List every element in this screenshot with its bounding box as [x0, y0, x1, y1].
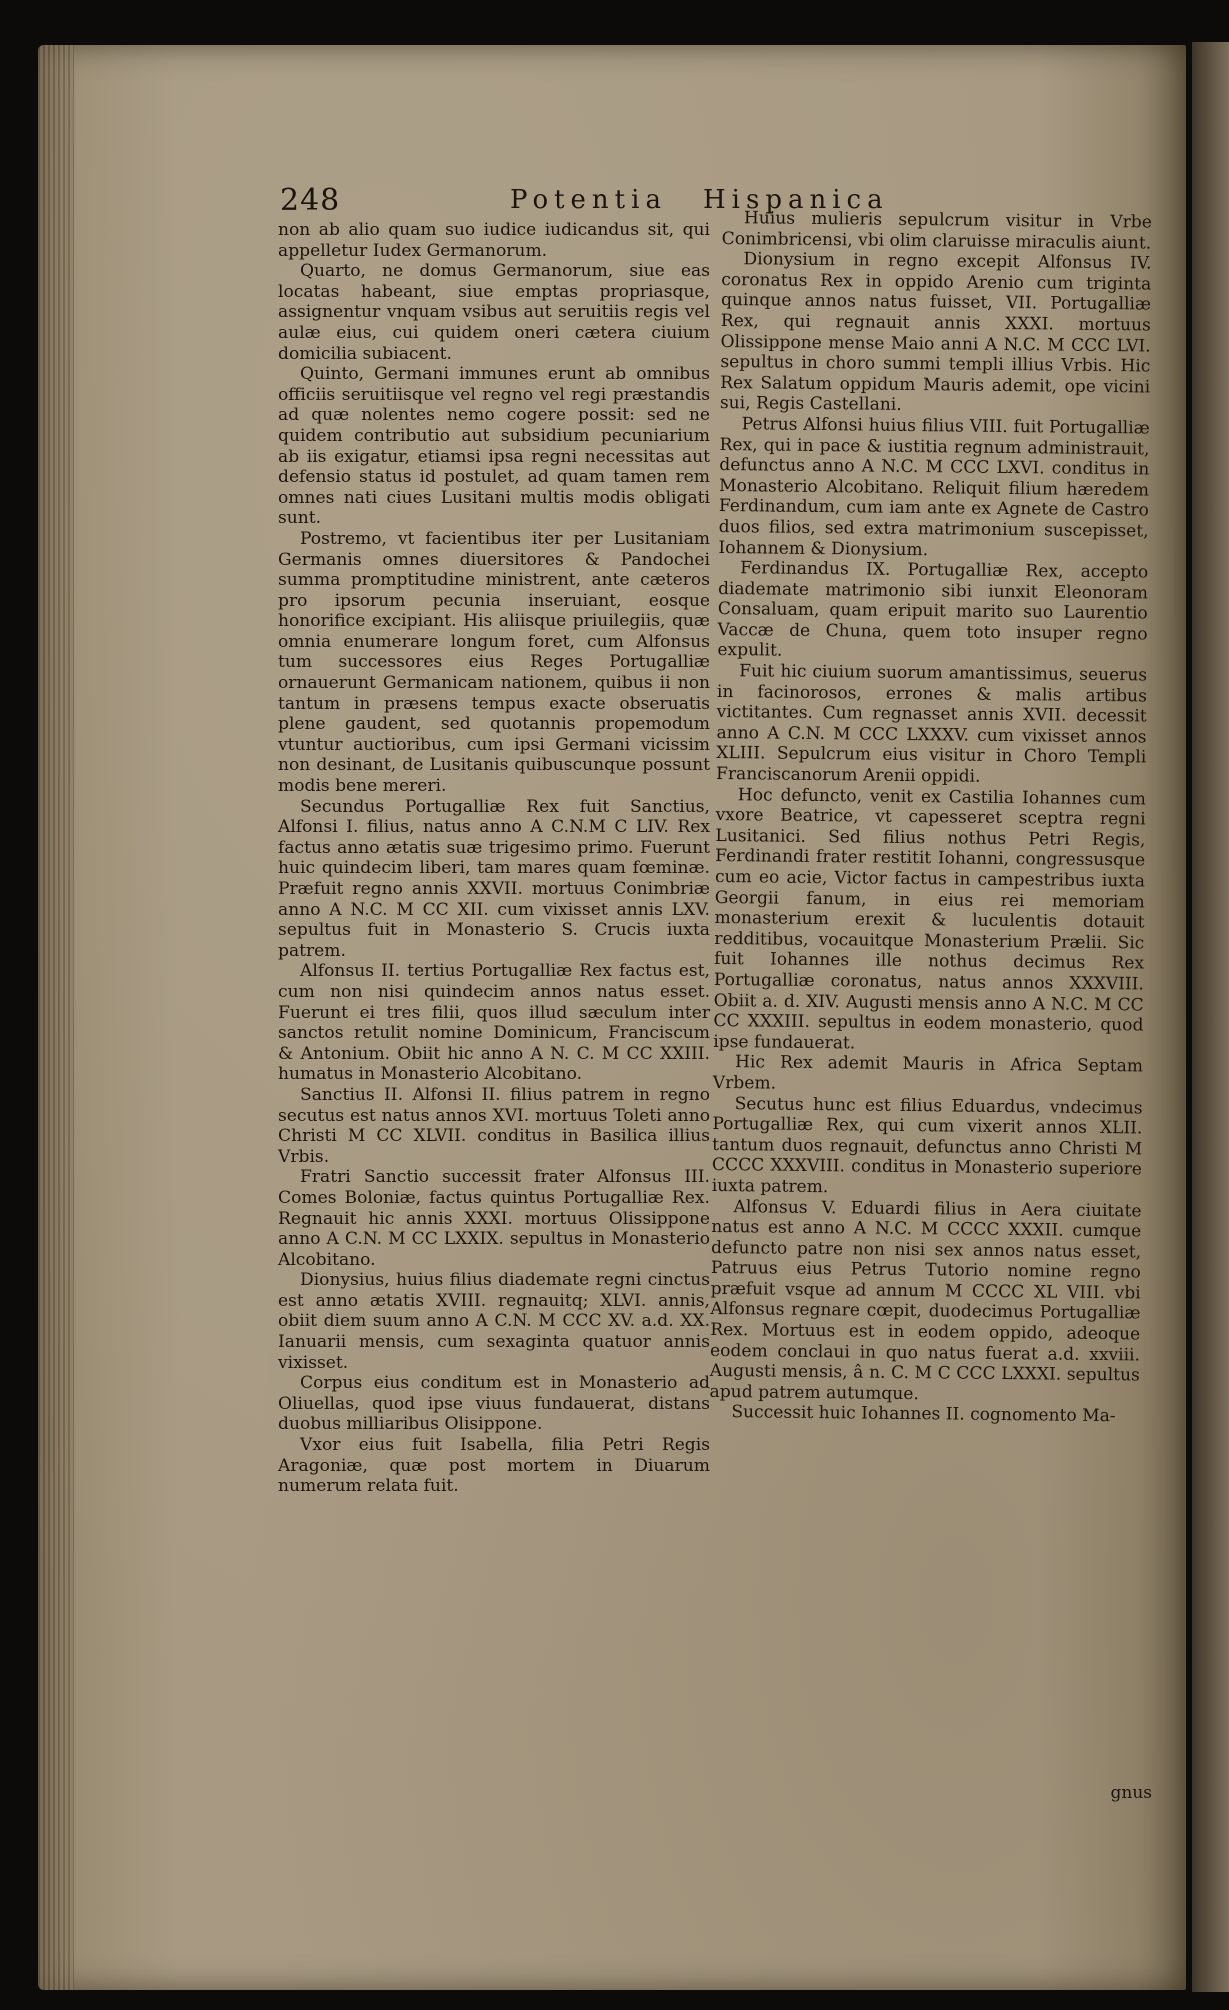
- paragraph: Corpus eius conditum est in Monasterio ad Oliuellas, quod ipse viuus fundauerat, distans duobus milliaribus Olisippone.: [278, 1373, 710, 1435]
- paragraph: Hoc defuncto, venit ex Castilia Iohannes cum vxore Beatrice, vt capesseret sceptra regni Lusitanici. Sed filius nothus Petri Regis, Ferdinandi frater restitit Iohanni, congressusque cum eo acie, Victor factus in campestribus iuxta Georgii fanum, in eius rei memoriam monasterium erexit & luculentis dotauit redditibus, vocauitque Monasterium Prælii. Sic fuit Iohannes ille nothus decimus Rex Portugalliæ coronatus, natus annos XXXVIII. Obiit a. d. XIV. Augusti mensis anno A N.C. M CC CC XXXIII. sepultus in eodem monasterio, quod ipse fundauerat.: [713, 784, 1146, 1054]
- paragraph: non ab alio quam suo iudice iudicandus sit, qui appelletur Iudex Germanorum.: [278, 220, 710, 261]
- right-column: [709, 208, 1152, 1427]
- paragraph: Alfonsus V. Eduardi filius in Aera ciuitate natus est anno A N.C. M CCCC XXXII. cumque defuncto patre non nisi sex annos natus esset, Patruus eius Petrus Tutorio nomine regno præfuit vsque ad annum M CCCC XL VIII. vbi Alfonsus regnare cœpit, duodecimus Portugalliæ Rex. Mortuus est in eodem oppido, adeoque eodem conclaui in quo natus fuerat a.d. xxviii. Augusti mensis, â n. C. M C CCC LXXXI. sepultus apud patrem autumque.: [709, 1196, 1142, 1404]
- paragraph: Dionysius, huius filius diademate regni cinctus est anno ætatis XVIII. regnauitq; XLVI. annis, obiit diem suum anno A C.N. M CCC XV. a.d. XX. Ianuarii mensis, cum sexaginta quatuor annis vixisset.: [278, 1270, 710, 1373]
- paragraph: Secundus Portugalliæ Rex fuit Sanctius, Alfonsi I. filius, natus anno A C.N.M C LIV. Rex factus anno ætatis suæ trigesimo primo. Fuerunt huic quindecim liberi, tam mares quam fœminæ. Præfuit regno annis XXVII. mortuus Conimbriæ anno A N.C. M CC XII. cum vixisset annis LXV. sepultus fuit in Monasterio S. Crucis iuxta patrem.: [278, 796, 710, 961]
- header-title-left: Potentia: [510, 185, 667, 215]
- paragraph: Ferdinandus IX. Portugalliæ Rex, accepto diademate matrimonio sibi iunxit Eleonoram Consaluam, quam eripuit marito suo Laurentio Vaccæ de Chuna, quem toto insuper regno expulit.: [717, 558, 1149, 662]
- paragraph: Fuit hic ciuium suorum amantissimus, seuerus in facinorosos, errones & malis artibus victitantes. Cum regnasset annis XVII. decessit anno A C.N. M CCC LXXXV. cum vixisset annos XLIII. Sepulcrum eius visitur in Choro Templi Franciscanorum Arenii oppidi.: [715, 661, 1148, 787]
- paragraph: Quinto, Germani immunes erunt ab omnibus officiis seruitiisque vel regno vel regi præstandis ad quæ nolentes nemo cogere possit: sed ne quidem contributio aut subsidium pecuniarium ab iis exigatur, etiamsi ipsa regni necessitas aut defensio status id postulet, ad quam tamen rem omnes nati ciues Lusitani multis modis obligati sunt.: [278, 364, 710, 529]
- adjacent-page-edge: [1192, 42, 1229, 1992]
- paragraph: Alfonsus II. tertius Portugalliæ Rex factus est, cum non nisi quindecim annos natus esset. Fuerunt ei tres filii, quos illud sæculum inter sanctos retulit nomine Dominicum, Franciscum & Antonium. Obiit hic anno A N. C. M CC XXIII. humatus in Monasterio Alcobitano.: [278, 961, 710, 1085]
- paragraph: Huius mulieris sepulcrum visitur in Vrbe Conimbricensi, vbi olim claruisse miraculis aiunt.: [721, 208, 1152, 254]
- left-column: [278, 220, 710, 1497]
- paragraph: Secutus hunc est filius Eduardus, vndecimus Portugalliæ Rex, qui cum vixerit annos XLII. tantum duos regnauit, defunctus anno Christi M CCCC XXXVIII. conditus in Monasterio superiore iuxta patrem.: [711, 1093, 1143, 1198]
- header-title-right: Hispanica: [703, 185, 889, 215]
- paragraph: Vxor eius fuit Isabella, filia Petri Regis Aragoniæ, quæ post mortem in Diuarum numerum relata fuit.: [278, 1435, 710, 1497]
- catchword: gnus: [1110, 1783, 1152, 1803]
- paragraph: Hic Rex ademit Mauris in Africa Septam Vrbem.: [712, 1052, 1144, 1094]
- page-edge: [38, 45, 74, 1990]
- paragraph: Quarto, ne domus Germanorum, siue eas locatas habeant, siue emptas propriasque, assignentur vnquam vsibus aut seruitiis regis vel aulæ eius, cui quidem oneri cætera ciuium domicilia subiacent.: [278, 261, 710, 364]
- paragraph: Postremo, vt facientibus iter per Lusitaniam Germanis omnes diuersitores & Pandochei summa promptitudine ministrent, ante cæteros pro ipsorum pecunia inseruiant, eosque honorifice excipiant. His aliisque priuilegiis, quæ omnia enumerare longum foret, cum Alfonsus tum successores eius Reges Portugalliæ ornauerunt Germanicam nationem, quibus ii non tantum in præsens tempus exacte obseruatis plene gaudent, sed quotannis propemodum vtuntur auctioribus, cum ipsi Germani vicissim non desinant, de Lusitanis quibuscunque possunt modis bene mereri.: [278, 528, 710, 797]
- paragraph: Dionysium in regno excepit Alfonsus IV. coronatus Rex in oppido Arenio cum triginta quinque annos natus fuisset, VII. Portugalliæ Rex, qui regnauit annis XXXI. mortuus Olissippone mense Maio anni A N.C. M CCC LVI. sepultus in choro summi templi illius Vrbis. Hic Rex Salatum oppidum Mauris ademit, ope vicini sui, Regis Castellani.: [719, 249, 1152, 416]
- paragraph: Fratri Sanctio successit frater Alfonsus III. Comes Boloniæ, factus quintus Portugalliæ Rex. Regnauit hic annis XXXI. mortuus Olissippone anno A C.N. M CC LXXIX. sepultus in Monasterio Alcobitano.: [278, 1167, 710, 1270]
- paragraph: Sanctius II. Alfonsi II. filius patrem in regno secutus est natus annos XVI. mortuus Toleti anno Christi M CC XLVII. conditus in Basilica illius Vrbis.: [278, 1084, 710, 1167]
- paragraph: Petrus Alfonsi huius filius VIII. fuit Portugalliæ Rex, qui in pace & iustitia regnum administrauit, defunctus anno A N.C. M CCC LXVI. conditus in Monasterio Alcobitano. Reliquit filium hæredem Ferdinandum, cum iam ante ex Agnete de Castro duos filios, sed extra matrimonium suscepisset, Iohannem & Dionysium.: [718, 414, 1150, 560]
- page-number: 248: [280, 183, 341, 218]
- paragraph: Successit huic Iohannes II. cognomento Ma-: [731, 1402, 1116, 1427]
